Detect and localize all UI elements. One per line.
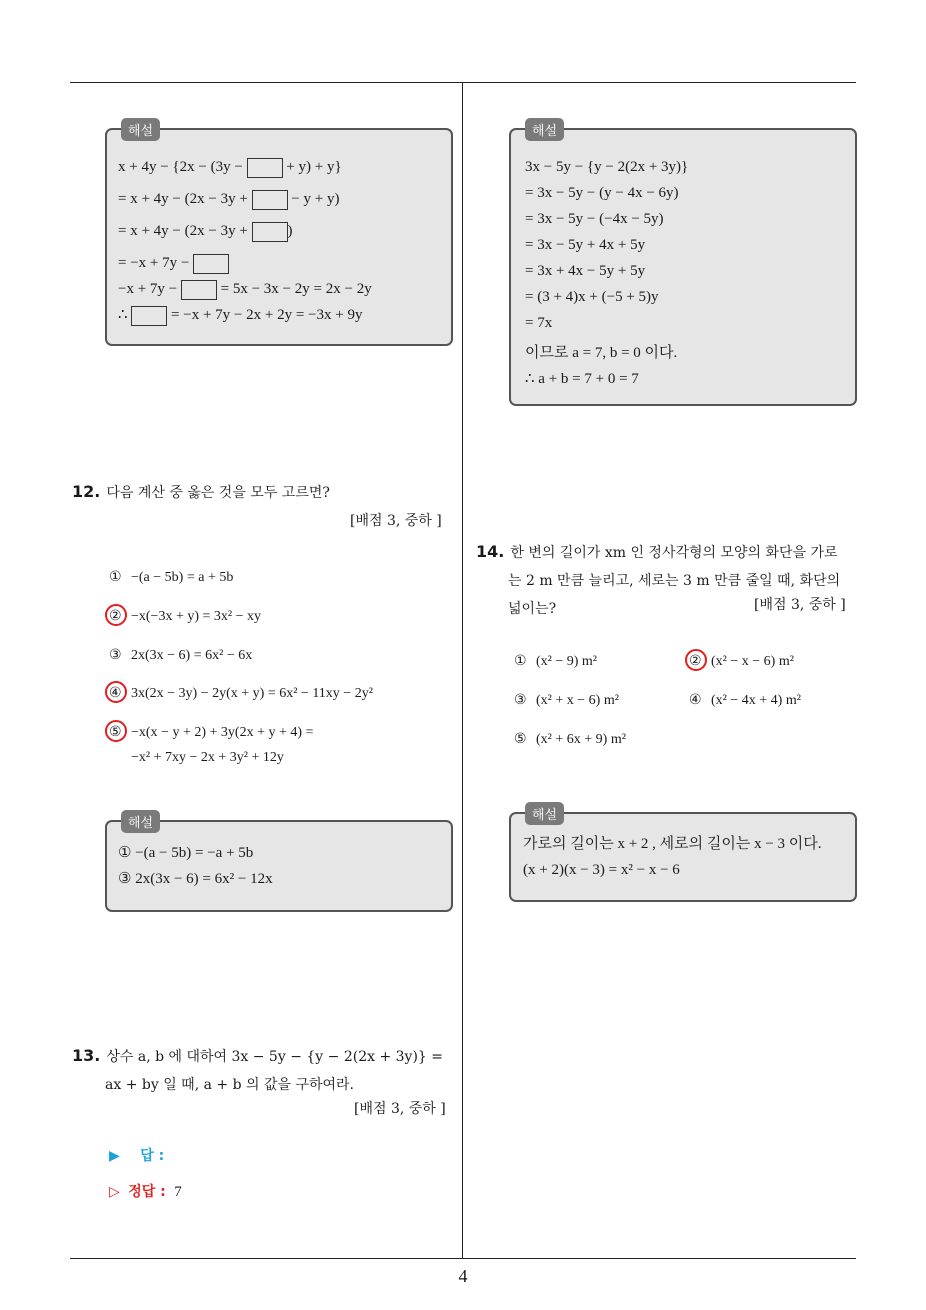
q12-score: [배점 3, 중하 ] [350, 513, 442, 529]
q14-choice-5[interactable] [514, 726, 626, 753]
bottom-rule [70, 1258, 856, 1259]
selected-mark-circle [685, 649, 707, 671]
q13-question [72, 1042, 456, 1099]
solution-tag: 해설 [121, 810, 160, 833]
solution-tag: 해설 [121, 118, 160, 141]
selected-mark-circle [105, 720, 127, 742]
choice-expression: −x(−3x + y) = 3x² − xy [131, 609, 261, 624]
q13-correct-row [109, 1181, 182, 1201]
question-number: 14. [476, 542, 505, 561]
q13-answer-row [109, 1145, 164, 1165]
q11-solution-box [105, 124, 453, 346]
q13-sol-line-1: 3x − 5y − {y − 2(2x + 3y)} [525, 159, 689, 175]
q14-sol-line-1: 가로의 길이는 x + 2 , 세로의 길이는 x − 3 이다. [523, 836, 822, 852]
q13-sol-line-5: = 3x + 4x − 5y + 5y [525, 263, 646, 279]
top-rule [70, 82, 856, 83]
choice-expression: (x² + x − 6) m² [536, 693, 619, 708]
play-arrow-icon: ▶ [109, 1148, 120, 1164]
q13-sol-line-2: = 3x − 5y − (y − 4x − 6y) [525, 185, 679, 201]
choice-number: ③ [109, 647, 122, 663]
correct-answer-label: 정답 : [128, 1184, 166, 1200]
choice-number: ④ [689, 692, 702, 708]
q12-choice-5-continued [131, 745, 284, 771]
page-number: 4 [458, 1266, 468, 1286]
q13-solution-box [509, 124, 857, 406]
q13-sol-line-9: ∴ a + b = 7 + 0 = 7 [525, 371, 639, 387]
choice-number: ② [689, 653, 702, 669]
choice-number: ④ [109, 685, 122, 701]
q11-sol-line-2: = x + 4y − (2x − 3y + − y + y) [118, 186, 451, 212]
question-text: 다음 계산 중 옳은 것을 모두 고르면? [106, 485, 330, 501]
choice-number: ⑤ [109, 724, 122, 740]
q13-sol-line-7: = 7x [525, 315, 553, 331]
q11-sol-line-3: = x + 4y − (2x − 3y + ) [118, 218, 451, 244]
choice-number: ⑤ [514, 731, 527, 747]
q12-solution-box [105, 816, 453, 912]
q14-sol-line-2: (x + 2)(x − 3) = x² − x − 6 [523, 862, 680, 878]
question-number: 13. [72, 1046, 101, 1065]
q12-sol-line-1: ① −(a − 5b) = −a + 5b [118, 845, 254, 861]
q12-choice-3[interactable] [109, 642, 252, 669]
selected-mark-circle [105, 681, 127, 703]
q13-sol-line-6: = (3 + 4)x + (−5 + 5)y [525, 289, 659, 305]
question-text-line-2: ax + by 일 때, a + b 의 값을 구하여라. [105, 1077, 355, 1093]
q13-sol-line-4: = 3x − 5y + 4x + 5y [525, 237, 646, 253]
correct-answer-value: 7 [174, 1184, 182, 1200]
answer-blank [252, 222, 288, 242]
choice-number: ③ [514, 692, 527, 708]
q12-choice-1[interactable] [109, 564, 233, 591]
answer-label: 답 : [140, 1148, 165, 1164]
choice-number: ① [109, 569, 122, 585]
answer-blank [181, 280, 217, 300]
q14-choice-3[interactable] [514, 687, 619, 714]
q13-sol-line-8: 이므로 a = 7, b = 0 이다. [525, 345, 678, 361]
question-text-line-2: 는 2 m 만큼 늘리고, 세로는 3 m 만큼 줄일 때, 화단의 [508, 573, 841, 589]
question-text-line-1: 한 변의 길이가 xm 인 정사각형의 모양의 화단을 가로 [510, 545, 838, 561]
column-divider [462, 82, 463, 1259]
choice-expression: (x² + 6x + 9) m² [536, 732, 626, 747]
q12-choice-5[interactable] [109, 719, 313, 746]
solution-tag: 해설 [525, 118, 564, 141]
choice-number: ② [109, 608, 122, 624]
question-text-line-1: 상수 a, b 에 대하여 3x − 5y − {y − 2(2x + 3y)} = [106, 1049, 443, 1065]
q11-sol-line-1: x + 4y − {2x − (3y − + y) + y} [118, 154, 451, 180]
choice-expression: 2x(3x − 6) = 6x² − 6x [131, 648, 253, 663]
choice-expression: (x² − 4x + 4) m² [711, 693, 801, 708]
choice-expression: −(a − 5b) = a + 5b [131, 570, 234, 585]
choice-expression: (x² − x − 6) m² [711, 654, 794, 669]
q13-sol-line-3: = 3x − 5y − (−4x − 5y) [525, 211, 664, 227]
q14-choice-4[interactable] [689, 687, 801, 714]
answer-blank [131, 306, 167, 326]
choice-expression: (x² − 9) m² [536, 654, 598, 669]
choice-number: ① [514, 653, 527, 669]
question-text-line-3: 넓이는? [508, 601, 557, 617]
q11-sol-line-6: ∴ = −x + 7y − 2x + 2y = −3x + 9y [118, 302, 451, 328]
answer-blank [193, 254, 229, 274]
q14-solution-box [509, 808, 857, 902]
q11-sol-line-5: −x + 7y − = 5x − 3x − 2y = 2x − 2y [118, 276, 451, 302]
selected-mark-circle [105, 604, 127, 626]
choice-expression: −x(x − y + 2) + 3y(2x + y + 4) = [131, 725, 314, 740]
q12-question [72, 478, 330, 507]
question-number: 12. [72, 482, 101, 501]
choice-expression: 3x(2x − 3y) − 2y(x + y) = 6x² − 11xy − 2y² [131, 686, 373, 701]
answer-blank [252, 190, 288, 210]
q14-choice-2[interactable] [689, 648, 794, 675]
q12-sol-line-2: ③ 2x(3x − 6) = 6x² − 12x [118, 871, 273, 887]
q12-choice-2[interactable] [109, 603, 261, 630]
q12-choice-4[interactable] [109, 680, 373, 707]
outline-play-arrow-icon: ▷ [109, 1184, 120, 1200]
q13-score: [배점 3, 중하 ] [354, 1101, 446, 1117]
choice-expression: −x² + 7xy − 2x + 3y² + 12y [131, 750, 284, 765]
solution-tag: 해설 [525, 802, 564, 825]
q11-sol-line-4: = −x + 7y − [118, 250, 451, 276]
answer-blank [247, 158, 283, 178]
q14-choice-1[interactable] [514, 648, 597, 675]
q14-score: [배점 3, 중하 ] [754, 597, 846, 613]
